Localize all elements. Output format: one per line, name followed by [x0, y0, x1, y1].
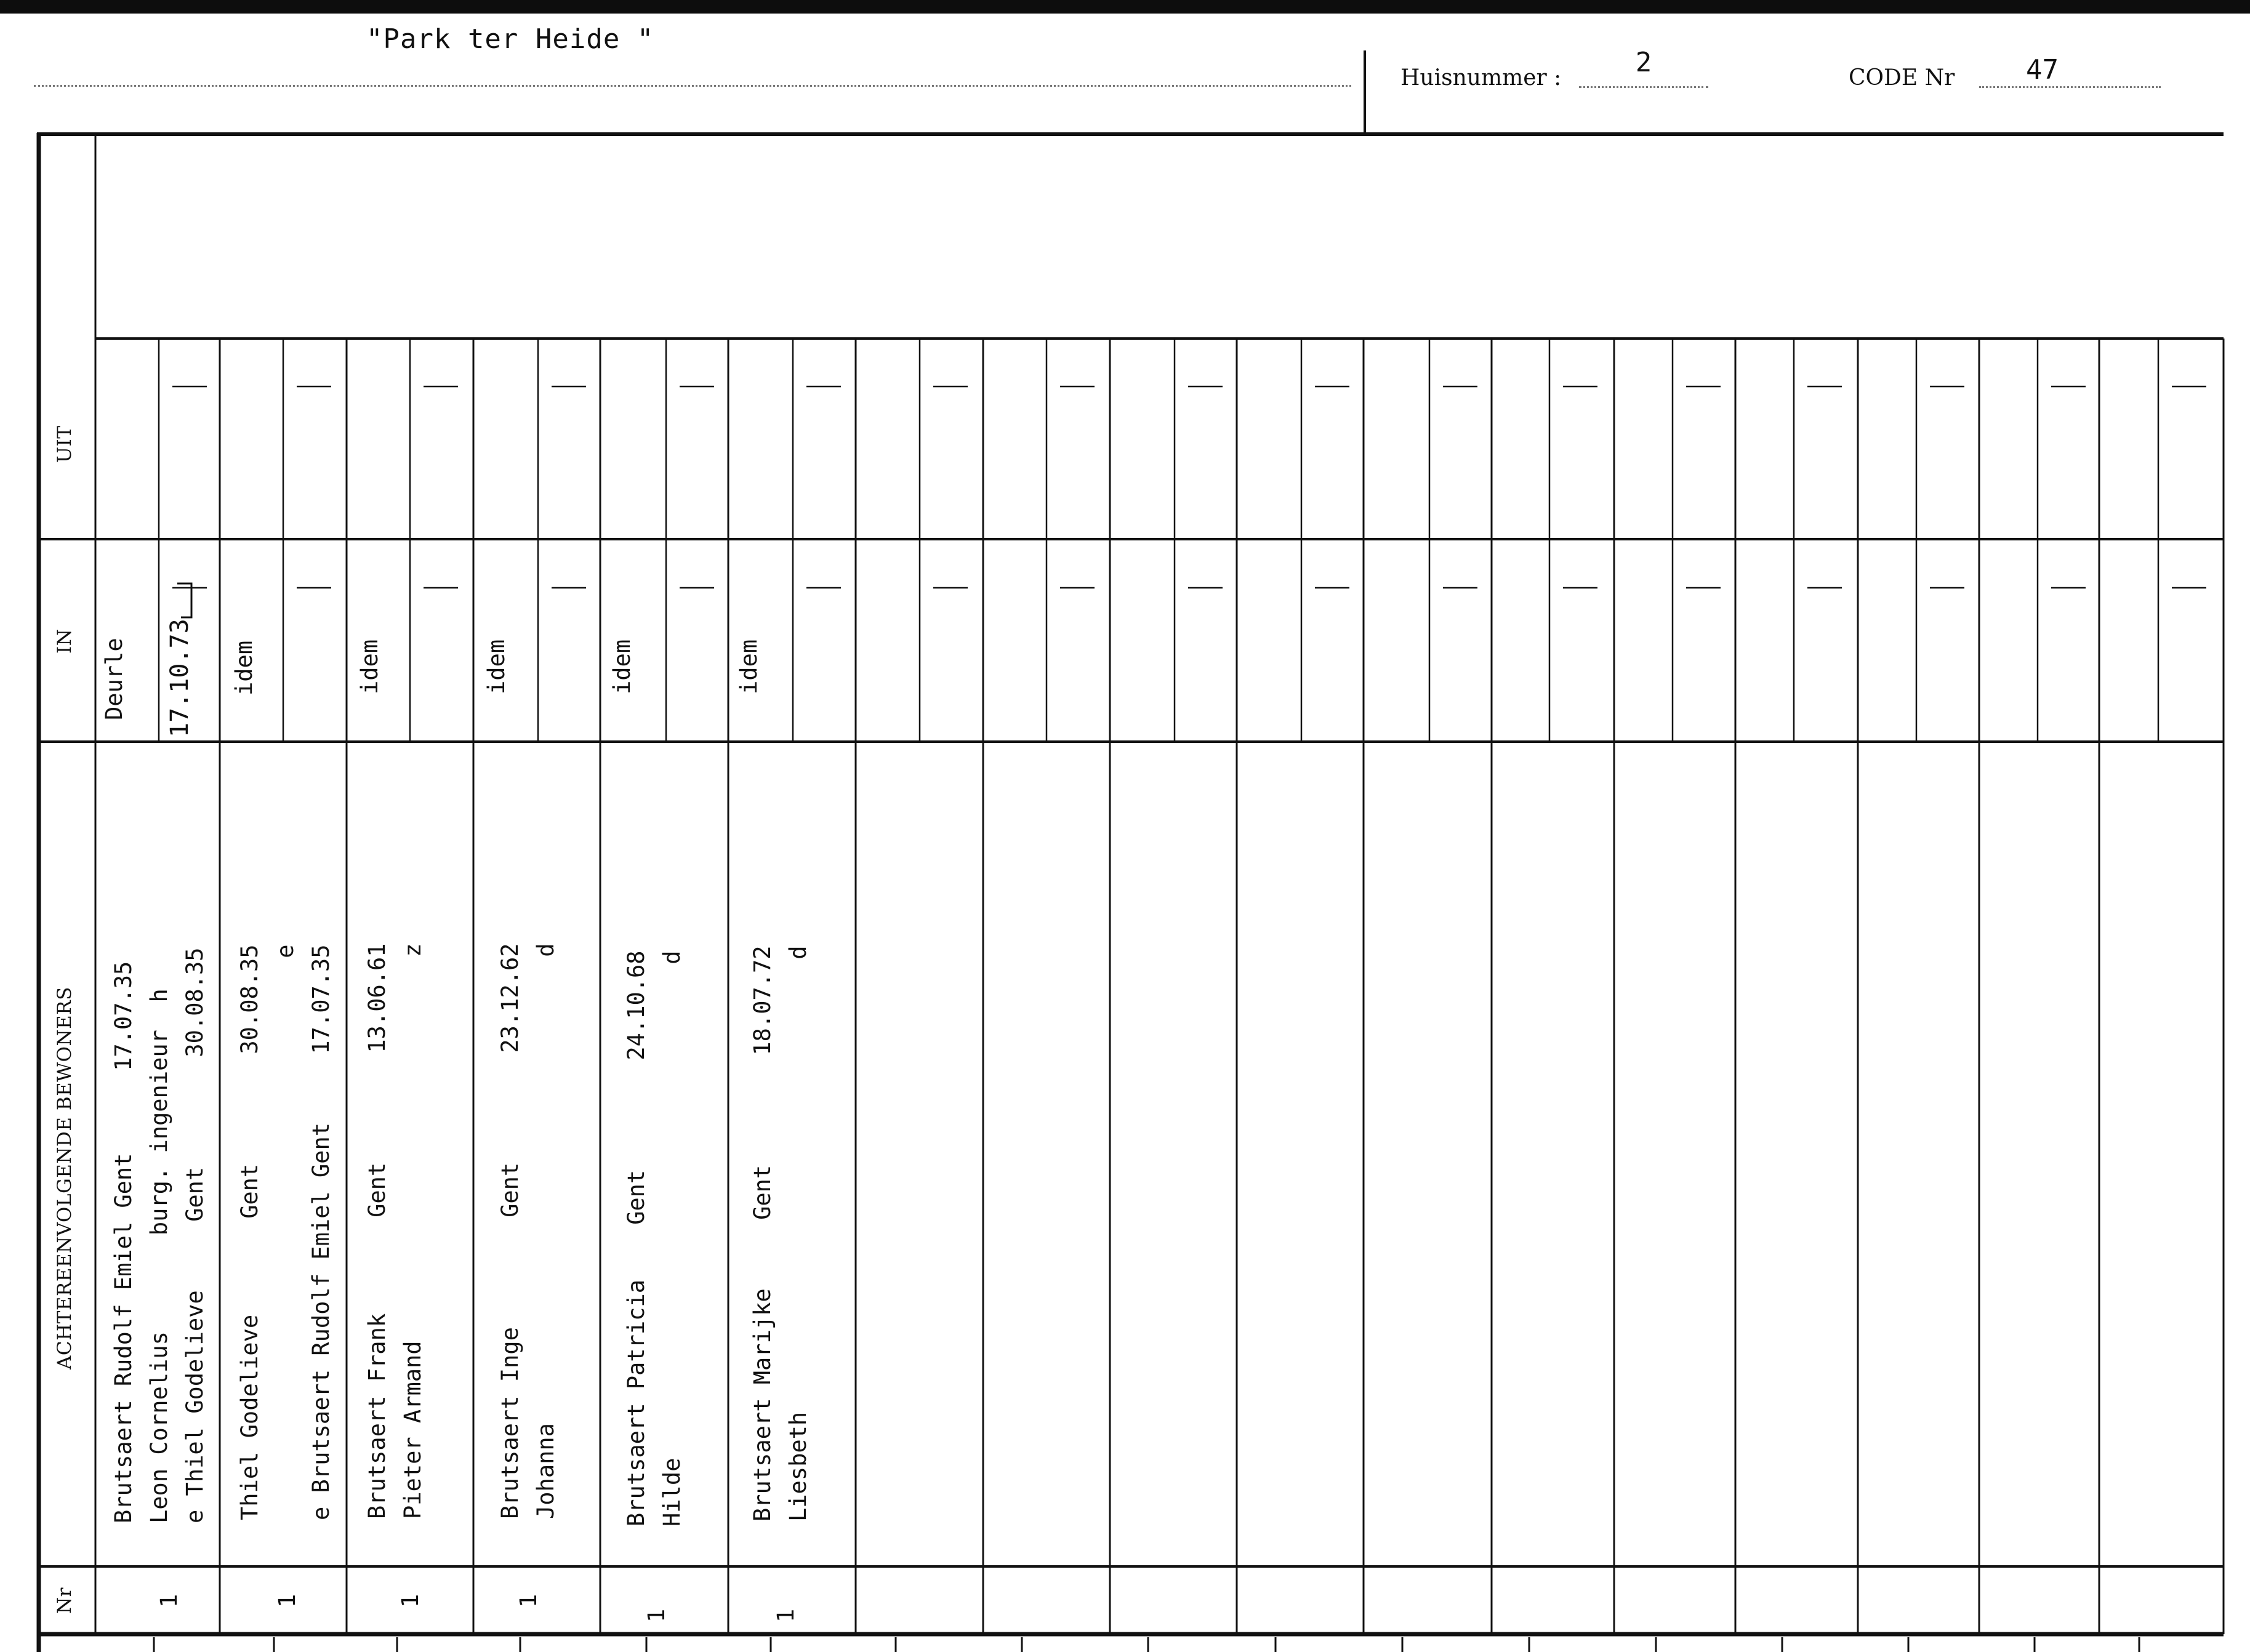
in-date-1: 17.10.73	[166, 619, 194, 737]
in-place-2: idem	[231, 640, 257, 696]
bewoners-row-label: ACHTEREENVOLGENDE BEWONERS	[54, 987, 76, 1369]
bewoner-3-line-1: Brutsaert Frank Gent 13.06.61	[364, 943, 390, 1519]
in-place-5: idem	[609, 639, 635, 694]
bewoner-1-line-2: Leon Cornelius burg. ingenieur h	[146, 988, 172, 1523]
bewoner-5-line-1: Brutsaert Patricia Gent 24.10.68	[623, 950, 649, 1526]
nr-4: 1	[515, 1594, 542, 1608]
nr-2: 1	[274, 1594, 300, 1608]
nr-row-label: Nr	[54, 1587, 76, 1614]
bewoner-6-line-1: Brutsaert Marijke Gent 18.07.72	[749, 945, 776, 1522]
huisnummer-value: 2	[1635, 47, 1652, 78]
nr-3: 1	[397, 1594, 424, 1608]
code-nr-label: CODE Nr	[1849, 65, 1955, 90]
in-row-label: IN	[54, 628, 76, 654]
bewoner-5-line-2: Hilde d	[659, 950, 685, 1526]
nr-6: 1	[773, 1608, 799, 1622]
huisnummer-label: Huisnummer :	[1400, 65, 1562, 90]
code-nr-value: 47	[2026, 54, 2059, 86]
bewoner-4-line-1: Brutsaert Inge Gent 23.12.62	[497, 943, 523, 1519]
bewoner-2-line-3: e Brutsaert Rudolf Emiel Gent 17.07.35	[308, 944, 334, 1520]
in-place-3: idem	[356, 639, 383, 694]
in-place-6: idem	[736, 639, 762, 694]
in-place-1: Deurle	[101, 638, 127, 720]
page-title: "Park ter Heide "	[366, 23, 654, 55]
uit-row-label: UIT	[54, 425, 76, 463]
bewoner-6-line-2: Liesbeth d	[785, 945, 811, 1522]
bewoner-2-line-1: Thiel Godelieve Gent 30.08.35	[236, 944, 263, 1520]
nr-5: 1	[643, 1608, 670, 1622]
bewoner-1-line-1: Brutsaert Rudolf Emiel Gent 17.07.35	[110, 961, 137, 1523]
bewoner-4-line-2: Johanna d	[532, 943, 559, 1519]
bewoner-3-line-2: Pieter Armand z	[400, 943, 426, 1519]
in-place-4: idem	[483, 639, 510, 694]
nr-1: 1	[156, 1594, 182, 1608]
bewoner-2-line-2: e	[272, 944, 299, 1520]
bewoner-1-line-3: e Thiel Godelieve Gent 30.08.35	[182, 947, 208, 1523]
